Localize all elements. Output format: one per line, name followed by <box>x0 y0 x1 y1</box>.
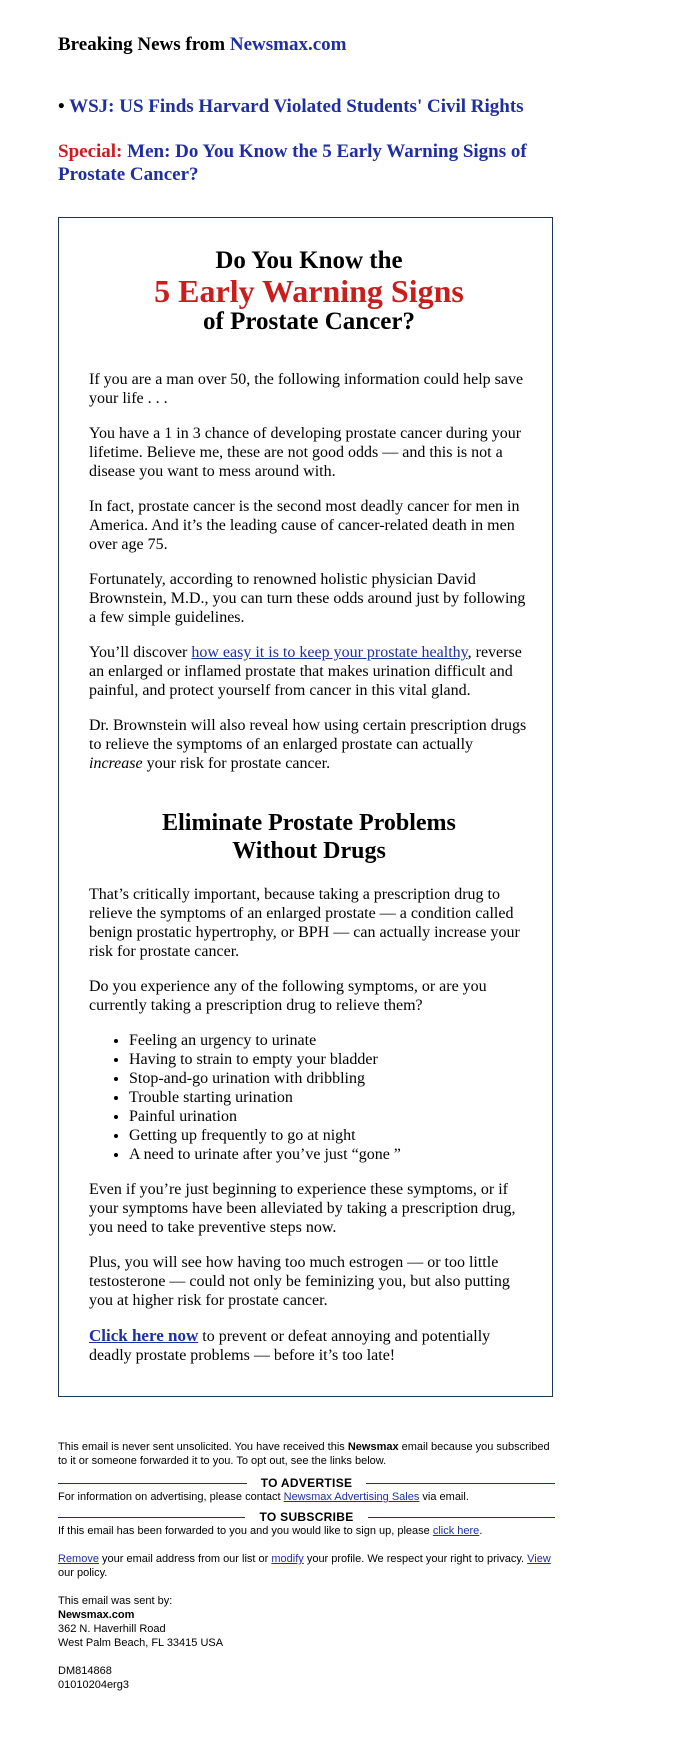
divider-line <box>366 1483 555 1484</box>
ad-title-red: 5 Early Warning Signs <box>154 273 464 309</box>
email-footer <box>58 1440 555 1692</box>
unsolicited-notice <box>58 1440 555 1468</box>
advertise-heading: TO ADVERTISE <box>260 1476 353 1490</box>
notice-pre: This email is never sent unsolicited. You have received this <box>58 1441 348 1453</box>
top-headline[interactable] <box>58 96 524 118</box>
ad-paragraph-10: Plus, you will see how having too much estrogen — or too little testosterone — could not only be feminizing you, but also putting you at higher risk for prostate cancer. <box>89 1254 510 1309</box>
advertising-sales-link[interactable]: Newsmax Advertising Sales <box>283 1491 420 1503</box>
ad-paragraph-2: You have a 1 in 3 chance of developing prostate cancer during your lifetime. Believe me, these are not good odds — and this is not a disease you want to mess around with. <box>89 425 522 480</box>
ad-paragraph-3: In fact, prostate cancer is the second most deadly cancer for men in America. And it’s the leading cause of cancer-related death in men over age 75. <box>89 498 520 553</box>
cta-text: to prevent or defeat annoying and potentially deadly prostate problems — before it’s too late! <box>89 1328 491 1364</box>
ad-paragraph-7: That’s critically important, because taking a prescription drug to relieve the symptoms of an enlarged prostate — a condition called benign prostatic hypertrophy, or BPH — can actually increase your risk for prostate cancer. <box>89 886 520 960</box>
ad-paragraph-8: Do you experience any of the following symptoms, or are you currently taking a prescription drug to relieve them? <box>89 978 487 1014</box>
company-name <box>58 1608 555 1622</box>
divider-line <box>58 1483 247 1484</box>
subscribe-pre: If this email has been forwarded to you and you would like to sign up, please <box>58 1525 433 1537</box>
ad-paragraph-6 <box>89 716 529 773</box>
privacy-text-3: our policy. <box>58 1567 108 1579</box>
divider-line <box>58 1517 245 1518</box>
p6-text-pre: Dr. Brownstein will also reveal how using certain prescription drugs to relieve the symptoms of an enlarged prostate can actually <box>89 717 527 753</box>
breaking-news-header <box>58 34 346 56</box>
subscribe-post: . <box>479 1525 483 1537</box>
notice-post: email because you subscribed to it or someone forwarded it to you. To opt out, see the links below. <box>58 1441 550 1467</box>
ad-subheading <box>89 809 529 865</box>
address-line-2: West Palm Beach, FL 33415 USA <box>58 1637 224 1649</box>
advertise-post: via email. <box>419 1491 469 1503</box>
special-tag: Special: <box>58 141 123 162</box>
tracking-code-1: DM814868 <box>58 1665 112 1677</box>
ad-paragraph-5 <box>89 643 529 700</box>
newsmax-link[interactable]: Newsmax.com <box>229 34 347 55</box>
prostate-healthy-link[interactable]: how easy it is to keep your prostate healthy <box>191 644 468 661</box>
list-item: • Having to strain to empty your bladder <box>129 1050 529 1069</box>
p5-text-post: , reverse an enlarged or inflamed prostate that makes urination difficult and painful, and protect yourself from cancer in this vital gland. <box>89 644 522 699</box>
list-item: • Trouble starting urination <box>129 1088 529 1107</box>
company-name-text: Newsmax.com <box>58 1609 135 1621</box>
click-here-now-link[interactable]: Click here now <box>89 1326 199 1345</box>
notice-brand: Newsmax <box>347 1441 399 1453</box>
ad-box <box>58 217 553 1397</box>
p6-text-post: your risk for prostate cancer. <box>142 755 331 772</box>
ad-title <box>89 246 529 336</box>
list-item: • Stop-and-go urination with dribbling <box>129 1069 529 1088</box>
subscribe-heading: TO SUBSCRIBE <box>259 1510 354 1524</box>
header-prefix: Breaking News from <box>58 34 226 55</box>
ad-title-bottom: of Prostate Cancer? <box>203 308 415 335</box>
ad-title-top: Do You Know the <box>215 247 403 274</box>
divider-line <box>368 1517 555 1518</box>
special-headline[interactable] <box>58 140 555 186</box>
privacy-info <box>58 1552 555 1580</box>
advertise-info <box>58 1490 555 1504</box>
ad-subheading-line1: Eliminate Prostate Problems <box>162 810 456 836</box>
tracking-code-2: 01010204erg3 <box>58 1679 129 1691</box>
ad-paragraph-4: Fortunately, according to renowned holistic physician David Brownstein, M.D., you can turn these odds around just by following a few simple guidelines. <box>89 571 526 626</box>
ad-subheading-line2: Without Drugs <box>232 838 386 864</box>
headline-link[interactable]: WSJ: US Finds Harvard Violated Students' Civil Rights <box>69 96 524 117</box>
modify-link[interactable]: modify <box>271 1553 304 1565</box>
symptom-list <box>89 1031 529 1164</box>
ad-paragraph-1: If you are a man over 50, the following information could help save your life . . . <box>89 371 524 407</box>
bullet: • <box>58 96 65 117</box>
subscribe-info <box>58 1524 555 1538</box>
special-link[interactable]: Men: Do You Know the 5 Early Warning Signs of Prostate Cancer? <box>58 141 527 185</box>
list-item: • Painful urination <box>129 1107 529 1126</box>
list-item: • A need to urinate after you’ve just “gone ” <box>129 1145 529 1164</box>
remove-link[interactable]: Remove <box>58 1553 99 1565</box>
address-line-1: 362 N. Haverhill Road <box>58 1623 166 1635</box>
p6-emphasis: increase <box>89 755 143 772</box>
ad-paragraph-9: Even if you’re just beginning to experience these symptoms, or if your symptoms have been alleviated by taking a prescription drug, you need to take preventive steps now. <box>89 1181 516 1236</box>
sign-up-link[interactable]: click here <box>432 1525 480 1537</box>
advertise-pre: For information on advertising, please contact <box>58 1491 284 1503</box>
privacy-text-2: your profile. We respect your right to privacy. <box>303 1553 528 1565</box>
sent-by-label: This email was sent by: <box>58 1595 173 1607</box>
ad-cta <box>89 1326 529 1365</box>
subscribe-divider <box>58 1510 555 1524</box>
advertise-divider <box>58 1476 555 1490</box>
p5-text-pre: You’ll discover <box>89 644 192 661</box>
ad-content <box>89 246 529 1381</box>
list-item: • Getting up frequently to go at night <box>129 1126 529 1145</box>
list-item: • Feeling an urgency to urinate <box>129 1031 529 1050</box>
view-policy-link[interactable]: View <box>527 1553 551 1565</box>
privacy-text-1: your email address from our list or <box>98 1553 272 1565</box>
